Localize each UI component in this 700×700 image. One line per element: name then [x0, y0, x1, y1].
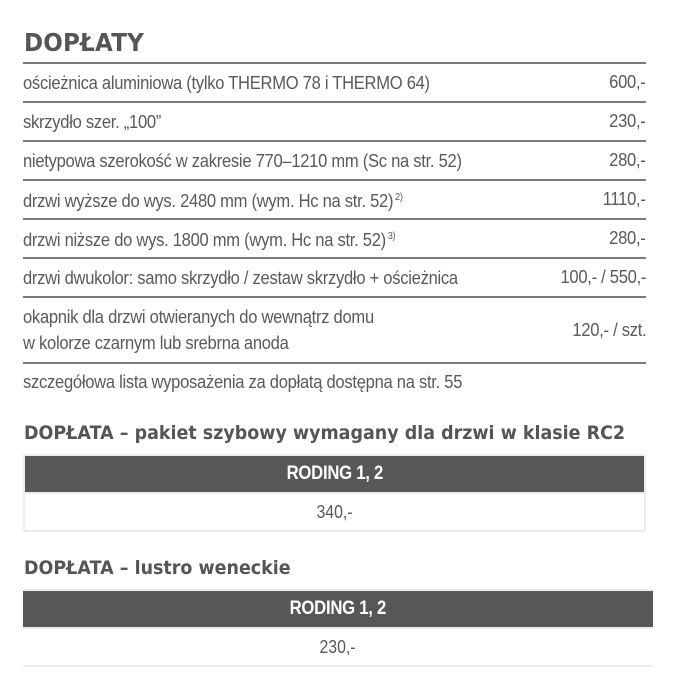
surcharge-price: 1110,- [603, 189, 646, 209]
price-table-rc2 [23, 454, 646, 532]
surcharge-label: drzwi wyższe do wys. 2480 mm (wym. Hc na str. 52) [23, 191, 394, 211]
price-table-mirror [23, 589, 653, 667]
surcharge-price: 120,- / szt. [571, 319, 646, 340]
surcharge-row [23, 296, 646, 362]
surcharge-label: drzwi dwukolor: samo skrzydło / zestaw skrzydło + ościeżnica [23, 267, 458, 288]
surcharge-label-wrap [23, 185, 403, 214]
surcharge-row [23, 62, 646, 101]
table-header-label: RODING 1, 2 [286, 463, 383, 484]
surcharge-row [23, 179, 646, 218]
table-cell-value: 230,- [319, 637, 357, 657]
surcharge-label-wrap [23, 224, 395, 253]
table-cell [25, 492, 644, 530]
surcharge-list [23, 62, 646, 393]
surcharge-label: nietypowa szerokość w zakresie 770–1210 mm (Sc na str. 52) [23, 150, 462, 171]
surcharge-label: drzwi niższe do wys. 1800 mm (wym. Hc na str. 52) [23, 230, 386, 250]
surcharge-price: 600,- [609, 72, 646, 92]
table-header [25, 456, 644, 492]
equipment-note-text: szczegółowa lista wyposażenia za dopłatą dostępna na str. 55 [23, 372, 463, 392]
surcharge-row [23, 257, 646, 296]
surcharge-price: 280,- [609, 228, 646, 248]
page-title: DOPŁATY [24, 28, 144, 57]
surcharge-label-line2: w kolorze czarnym lub srebrna anoda [23, 333, 289, 353]
table-cell-value: 340,- [316, 502, 353, 522]
surcharge-label: skrzydło szer. „100” [23, 111, 162, 132]
surcharge-price: 280,- [609, 150, 646, 170]
surcharge-price: 100,- / 550,- [560, 267, 646, 287]
section-heading-rc2: DOPŁATA – pakiet szybowy wymagany dla drzwi w klasie RC2 [24, 422, 626, 444]
surcharge-label-wrap [23, 304, 374, 356]
surcharge-label: ościeżnica aluminiowa (tylko THERMO 78 i THERMO 64) [23, 72, 430, 93]
surcharge-label-line1: okapnik dla drzwi otwieranych do wewnątrz domu [23, 307, 374, 327]
surcharge-row [23, 218, 646, 257]
table-header-label: RODING 1, 2 [289, 598, 387, 619]
surcharge-row [23, 101, 646, 140]
footnote-marker: 3) [387, 231, 396, 242]
footnote-marker: 2) [395, 192, 403, 203]
equipment-note [23, 362, 646, 393]
section-heading-mirror: DOPŁATA – lustro weneckie [24, 557, 291, 579]
table-header [23, 591, 653, 627]
table-cell [23, 627, 653, 665]
surcharge-row [23, 140, 646, 179]
surcharge-price: 230,- [609, 111, 646, 131]
